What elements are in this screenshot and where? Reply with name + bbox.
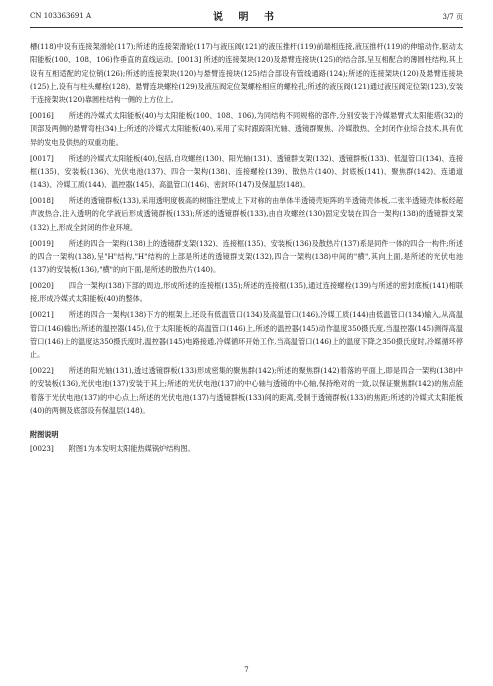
paragraph-text: 四合一架构(138)下部的周边,形成所述的连接框(135);所述的连接框(135),通过连接螺栓(139)与所述的密封底板(141)相联接,形成冷媒式太阳能板(40)的整体。 (30, 281, 463, 304)
paragraph-text: 所述的四合一架构(138)上的透镜群支架(132)、连接框(135)、安装板(136)及散热片(137)系是同件一体的四合一构件;所述的四合一架构(138),呈"H"结构,"H"结构的上部是所述的透镜群支架(132),四合一架构(138)中间的"横",其向上面,是所述的光伏电池(137)的安装板(136),"横"的向下面,是所述的散热片(140)。 (30, 238, 463, 275)
paragraph-text: 附图1为本发明太阳能热媒锅炉结构图。 (68, 444, 195, 454)
paragraph-text: 所述的阳光轴(131),透过透镜群板(133)形成密集的聚焦群(142);所述的聚焦群(142)着落的平面上,即是四合一架构(138)中的安装板(136),光伏电池(137)安装于其上;所述的光伏电池(137)的中心轴与透镜的中心轴,保持绝对的一致,以保证聚焦群(142)的焦点能着落于光伏电池(137)的中心点上;所述的光伏电池(137)与透镜群板(133)间的距离,受制于透镜群板(133)的焦距;所述的冷媒式太阳能板(40)的两侧及底部设有保温层(148)。 (30, 365, 463, 415)
paragraph-number: [0020] (30, 281, 54, 291)
paragraph (30, 109, 463, 149)
paragraph-list (30, 40, 463, 417)
paragraph-text: 所述的四合一架构(138)下方的框架上,还设有低温管口(134)及高温管口(146),冷媒工质(144)由低温管口(134)输入,从高温管口(146)输出;所述的温控器(145),位于太阳能板的高温管口(146)上,所述的温控器(145)动作温度350摄氏度,当温控器(145)测得高温管口(146)上的温度达350摄氏度时,温控器(145)电路接通,冷媒循环开始工作,当高温管口(146)上的温度下降之350摄氏度时,冷媒循环停止。 (30, 310, 463, 360)
page-number: 7 (244, 666, 249, 674)
section-title: 附图说明 (30, 430, 59, 440)
paragraph (30, 279, 463, 306)
document-body (30, 40, 463, 458)
document-title: 说 明 书 (213, 12, 280, 23)
paragraph (30, 40, 463, 106)
paragraph-number: [0016] (30, 111, 54, 121)
paragraph (30, 364, 463, 417)
paragraph-number: [0023] (30, 444, 54, 454)
paragraph-number: [0021] (30, 310, 54, 320)
paragraph (30, 194, 463, 234)
paragraph-number: [0017] (30, 153, 54, 163)
paragraph-text: 所述的透镜群板(133),采用透明度极高的树脂注塑成上下对称的由单体半透镜壳矩阵的半透镜壳体板,二张半透镜壳体板经超声波热合,注入透明的化学液后形成透镜群板(133);所述的透镜群板(133),由自攻螺丝(130)固定安装在四合一架构(138)的透镜群支架(132)上,形成全封闭的作业环境。 (30, 196, 463, 232)
paragraph-number: [0018] (30, 196, 54, 206)
paragraph-text: 槽(118)中设有连接架滑轮(117);所述的连接架滑轮(117)与液压阀(121)的液压推杆(119)前端相连接,液压推杆(119)的伸缩动作,驱动太阳能板(100、108、106)作垂直的直线运动。[0013] 所述的连接架块(120)及悬臂连接块(125)的结合部,呈互相配合的薄圆柱结构,其上设有互相适配的定位销(126);所述的连接架块(120)与悬臂连接块(125)结合部设有管线通路(124);所述的连接架块(120)及悬臂连接块(125)上,设有与柱头螺栓(128)、悬臂连块螺栓(129)及液压阀定位架螺栓相应的螺栓孔;所述的液压阀(121)通过液压阀定位架(123),安装于连接架块(120)靠圆柱结构一侧的上方位上。 (30, 42, 463, 105)
paragraph-number: [0022] (30, 365, 54, 375)
paragraph-number: [0019] (30, 238, 54, 248)
paragraph-text: 所述的冷媒式太阳能板(40),包括,自攻螺丝(130)、阳光轴(131)、透镜群支架(132)、透镜群板(133)、低温管口(134)、连接框(135)、安装板(136)、光伏电池(137)、四合一架构(138)、连接螺栓(139)、散热片(140)、封底板(141)、聚焦群(142)、连通道(143)、冷媒工质(144)、温控器(145)、高温管口(146)、密封环(147)及保温层(148)。 (30, 153, 463, 190)
paragraph (30, 237, 463, 277)
paragraph-text: 所述的冷媒式太阳能板(40)与太阳能板(100、108、106),为同结构不同规格的部件,分别安装于冷媒悬臂式太阳能塔(32)的顶部及两侧的悬臂弯柱(34)上;所述的冷媒式太阳能板(40),采用了实时跟踪阳光轴、透镜群聚焦、冷媒散热、全封闭作业综合技术,具有优异的发电及供热的双重功能。 (30, 111, 463, 147)
paragraph (30, 152, 463, 192)
page-indicator: 3/7 页 (442, 13, 463, 21)
patent-number: CN 103363691 A (30, 12, 92, 20)
header-rule (30, 27, 463, 28)
paragraph (30, 308, 463, 361)
page-header (30, 8, 463, 24)
paragraph (30, 442, 463, 455)
